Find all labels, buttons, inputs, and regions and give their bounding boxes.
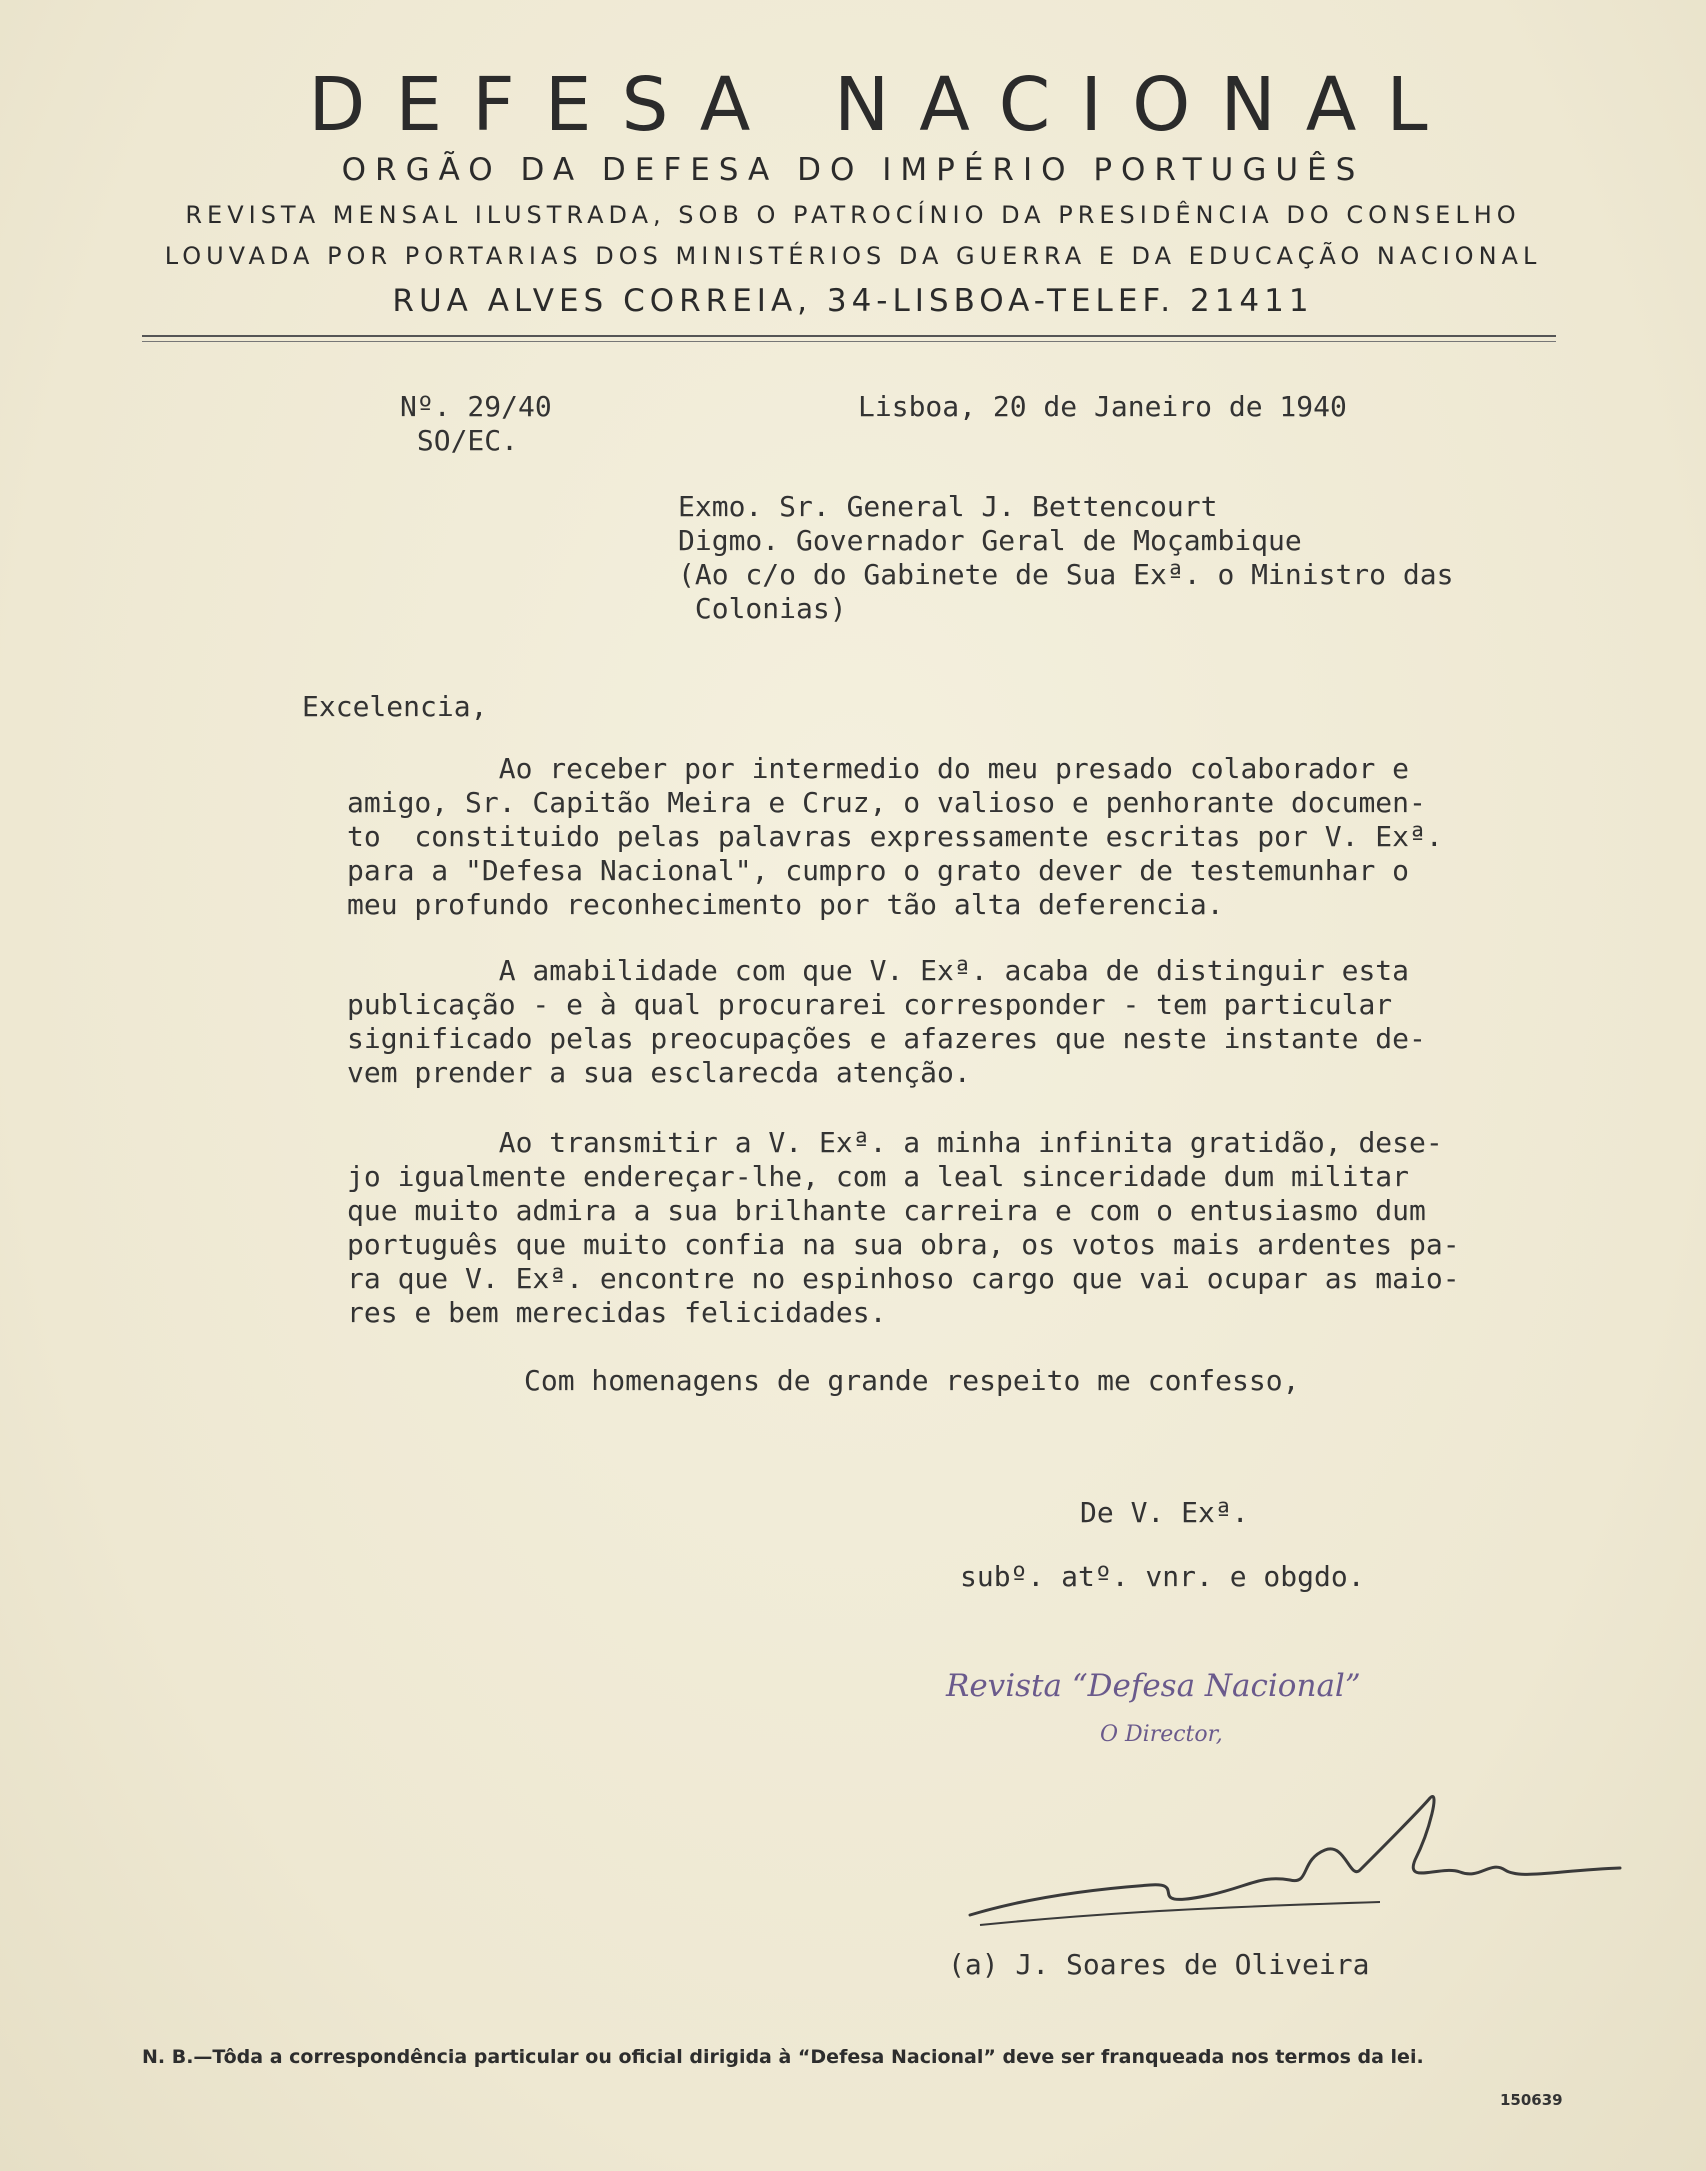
- closing-line: Com homenagens de grande respeito me confesso,: [524, 1364, 1300, 1397]
- reference-number: Nº. 29/40 SO/EC.: [400, 390, 552, 457]
- recipient-address: Exmo. Sr. General J. Bettencourt Digmo. Governador Geral de Moçambique (Ao c/o do Gabinete de Sua Exª. o Ministro das Colonias): [678, 490, 1454, 625]
- body-paragraph-2: A amabilidade com que V. Exª. acaba de distinguir esta publicação - e à qual procurarei corresponder - tem particular significado pelas preocupações e afazeres que neste instante de- vem prender a sua esclarecda atenção.: [347, 954, 1426, 1089]
- handwritten-signature: [960, 1790, 1640, 1940]
- body-paragraph-3: Ao transmitir a V. Exª. a minha infinita gratidão, dese- jo igualmente endereçar-lhe, com a leal sinceridade dum militar que muito admira a sua brilhante carreira e com o entusiasmo dum português que muito confia na sua obra, os votos mais ardentes pa- ra que V. Exª. encontre no espinhoso cargo que vai ocupar as maio- res e bem merecidas felicidades.: [347, 1126, 1460, 1329]
- letterhead-subtitle: ORGÃO DA DEFESA DO IMPÉRIO PORTUGUÊS: [341, 152, 1365, 188]
- letter-date: Lisboa, 20 de Janeiro de 1940: [858, 390, 1347, 423]
- letterhead-line-patronage: REVISTA MENSAL ILUSTRADA, SOB O PATROCÍNIO DA PRESIDÊNCIA DO CONSELHO: [185, 201, 1521, 229]
- stamp-revista: Revista “Defesa Nacional”: [946, 1668, 1361, 1704]
- letterhead-title: DEFESA NACIONAL: [308, 62, 1458, 148]
- valediction-line-2: subº. atº. vnr. e obgdo.: [960, 1560, 1365, 1593]
- signer-name: (a) J. Soares de Oliveira: [948, 1948, 1370, 1981]
- letterhead-divider-thin: [142, 341, 1556, 342]
- letterhead-divider: [142, 335, 1556, 337]
- body-paragraph-1: Ao receber por intermedio do meu presado colaborador e amigo, Sr. Capitão Meira e Cruz, o valioso e penhorante documen- to constituido pelas palavras expressamente escritas por V. Exª. para a "Defesa Nacional", cumpro o grato dever de testemunhar o meu profundo reconhecimento por tão alta deferencia.: [347, 752, 1443, 921]
- stamp-director: O Director,: [1100, 1722, 1223, 1747]
- letterhead-line-commendation: LOUVADA POR PORTARIAS DOS MINISTÉRIOS DA GUERRA E DA EDUCAÇÃO NACIONAL: [164, 242, 1542, 270]
- footer-note: N. B.—Tôda a correspondência particular ou oficial dirigida à “Defesa Nacional” deve ser franqueada nos termos da lei.: [142, 2046, 1424, 2068]
- serial-number: 150639: [1500, 2091, 1563, 2109]
- letterhead-address: RUA ALVES CORREIA, 34-LISBOA-TELEF. 21411: [392, 283, 1314, 319]
- valediction-line-1: De V. Exª.: [1080, 1496, 1249, 1529]
- salutation: Excelencia,: [302, 690, 488, 723]
